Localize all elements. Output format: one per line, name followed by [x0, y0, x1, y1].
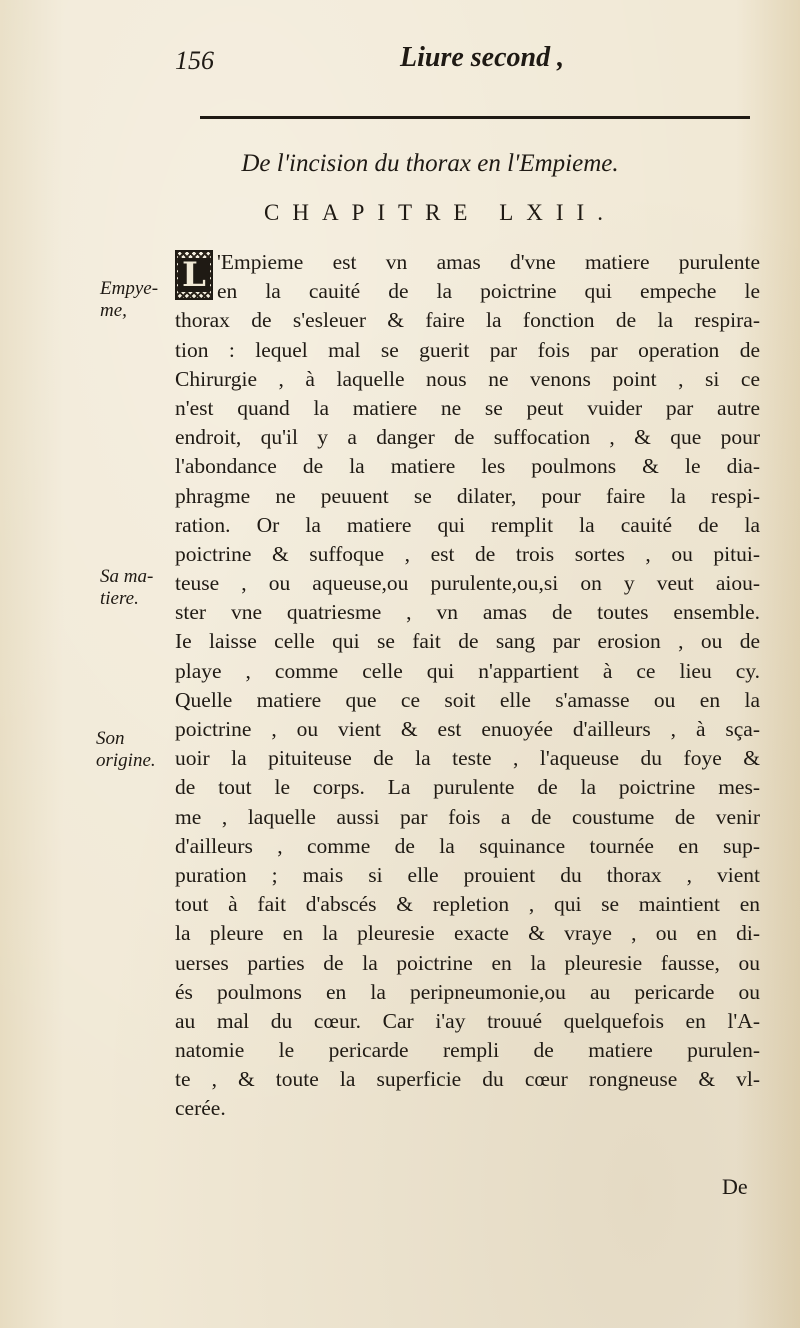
body-line: te , & toute la superficie du cœur rongneuse & vl- [175, 1067, 760, 1092]
section-title: De l'incision du thorax en l'Empieme. [241, 150, 619, 177]
margin-note-origine: Son origine. [96, 728, 156, 771]
page-header [0, 42, 800, 82]
body-line: thorax de s'esleuer & faire la fonction de la respira- [175, 308, 760, 333]
body-line: puration ; mais si elle prouient du thorax , vient [175, 862, 760, 887]
ornamental-initial-letter: L [178, 258, 210, 292]
body-line: és poulmons en la peripneumonie,ou au pericarde ou [175, 979, 760, 1004]
body-line: cerée. [175, 1096, 226, 1121]
chapter-heading: CHAPITRE LXII. [264, 200, 616, 225]
body-line: natomie le pericarde rempli de matiere purulen- [175, 1038, 760, 1063]
body-first-lines [175, 248, 760, 306]
body-line: la pleure en la pleuresie exacte & vraye , ou en di- [175, 921, 760, 946]
body-line: Quelle matiere que ce soit elle s'amasse ou en la [175, 687, 760, 712]
body-line: endroit, qu'il y a danger de suffocation , & que pour [175, 425, 760, 450]
body-line: Chirurgie , à laquelle nous ne venons point , si ce [175, 366, 760, 391]
margin-note-matiere: Sa ma-tiere. [100, 566, 154, 609]
page-number: 156 [175, 46, 214, 75]
body-line: uerses parties de la poictrine en la pleuresie fausse, ou [175, 950, 760, 975]
body-line: d'ailleurs , comme de la squinance tournée en sup- [175, 833, 760, 858]
body-line: phragme ne peuuent se dilater, pour faire la respi- [175, 483, 760, 508]
body-line: ster vne quatriesme , vn amas de toutes ensemble. [175, 600, 760, 625]
body-line: Ie laisse celle qui se fait de sang par erosion , ou de [175, 629, 760, 654]
body-line: l'abondance de la matiere les poulmons & le dia- [175, 454, 760, 479]
catchword: De [722, 1174, 748, 1199]
body-text [175, 248, 760, 1124]
body-line: poictrine & suffoque , est de trois sortes , ou pitui- [175, 541, 760, 566]
body-line: 'Empieme est vn amas d'vne matiere purulente [217, 250, 760, 274]
body-line: ration. Or la matiere qui remplit la cauité de la [175, 512, 760, 537]
body-line: playe , comme celle qui n'appartient à ce lieu cy. [175, 658, 760, 683]
body-line: en la cauité de la poictrine qui empeche le [217, 279, 760, 304]
header-rule [200, 116, 750, 119]
body-line: n'est quand la matiere ne se peut vuider par autre [175, 395, 760, 420]
body-line: poictrine , ou vient & est enuoyée d'ailleurs , à sça- [175, 717, 760, 741]
body-line: uoir la pituiteuse de la teste , l'aqueuse du foye & [175, 746, 760, 771]
running-title: Liure second , [400, 42, 565, 73]
body-line: au mal du cœur. Car i'ay trouué quelquefois en l'A- [175, 1008, 760, 1033]
margin-note-empyeme: Empye-me, [100, 278, 159, 321]
body-line: me , laquelle aussi par fois a de coustume de venir [175, 804, 760, 829]
body-line: teuse , ou aqueuse,ou purulente,ou,si on y veut aiou- [175, 571, 760, 596]
body-line: tion : lequel mal se guerit par fois par operation de [175, 337, 760, 362]
body-line: de tout le corps. La purulente de la poictrine mes- [175, 775, 760, 800]
body-line: tout à fait d'abscés & repletion , qui se maintient en [175, 892, 760, 917]
